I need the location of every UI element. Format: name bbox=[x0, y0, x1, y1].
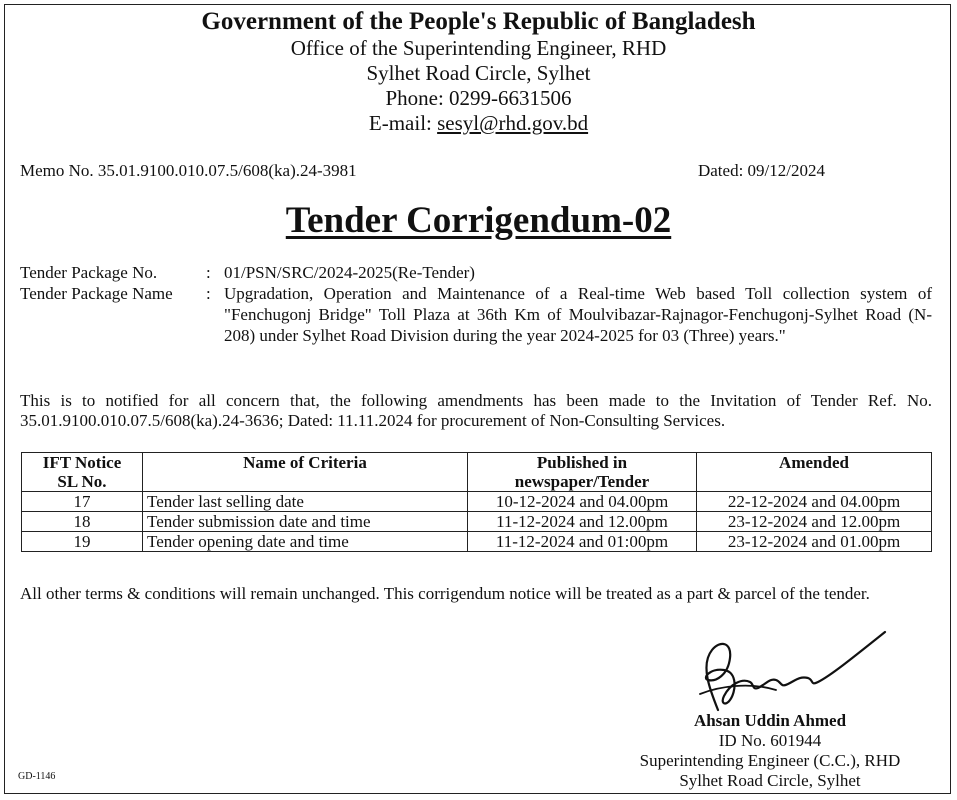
letterhead bbox=[0, 8, 957, 136]
table-row bbox=[22, 512, 932, 532]
cell-criteria: Tender opening date and time bbox=[143, 532, 468, 552]
cell-criteria: Tender submission date and time bbox=[143, 512, 468, 532]
header-amended: Amended bbox=[697, 453, 932, 492]
cell-sl: 19 bbox=[22, 532, 143, 552]
header-sl-line1: IFT Notice bbox=[42, 453, 122, 472]
cell-sl: 18 bbox=[22, 512, 143, 532]
package-no-value: 01/PSN/SRC/2024-2025(Re-Tender) bbox=[224, 263, 475, 282]
header-published-line1: Published in bbox=[536, 453, 628, 472]
amendment-table bbox=[21, 452, 932, 552]
package-info bbox=[20, 262, 932, 346]
package-name-label: Tender Package Name bbox=[20, 284, 173, 303]
header-sl-line2: SL No. bbox=[57, 472, 107, 491]
cell-amended: 22-12-2024 and 04.00pm bbox=[697, 492, 932, 512]
memo-row bbox=[20, 161, 825, 181]
signatory-id: ID No. 601944 bbox=[718, 731, 822, 750]
table-row bbox=[22, 532, 932, 552]
cell-sl: 17 bbox=[22, 492, 143, 512]
phone-line: Phone: 0299-6631506 bbox=[385, 86, 572, 110]
email-line bbox=[0, 111, 957, 136]
document-title bbox=[0, 198, 957, 244]
memo-date: Dated: 09/12/2024 bbox=[697, 161, 825, 180]
header-sl bbox=[22, 453, 143, 492]
memo-number: Memo No. 35.01.9100.010.07.5/608(ka).24-3981 bbox=[20, 161, 357, 180]
circle-name: Sylhet Road Circle, Sylhet bbox=[366, 61, 591, 85]
closing-paragraph: All other terms & conditions will remain unchanged. This corrigendum notice will be treated as a part & parcel of the tender. bbox=[20, 584, 870, 603]
package-no-label: Tender Package No. bbox=[20, 263, 158, 282]
notice-paragraph: This is to notified for all concern that, the following amendments has been made to the Invitation of Tender Ref. No. 35.01.9100.010.07.5/608(ka).24-3636; Dated: 11.11.2024 for procurement of Non-Consulting Services. bbox=[20, 391, 932, 430]
cell-published: 10-12-2024 and 04.00pm bbox=[468, 492, 697, 512]
cell-published: 11-12-2024 and 12.00pm bbox=[468, 512, 697, 532]
signatory-name: Ahsan Uddin Ahmed bbox=[693, 711, 847, 730]
package-no-colon: : bbox=[206, 263, 211, 282]
header-published-line2: newspaper/Tender bbox=[514, 472, 650, 491]
header-criteria: Name of Criteria bbox=[143, 453, 468, 492]
header-published bbox=[468, 453, 697, 492]
package-no-row bbox=[20, 262, 932, 283]
office-name: Office of the Superintending Engineer, RHD bbox=[290, 36, 667, 60]
signature-block bbox=[600, 711, 940, 791]
table-row bbox=[22, 492, 932, 512]
cell-amended: 23-12-2024 and 12.00pm bbox=[697, 512, 932, 532]
signatory-office: Sylhet Road Circle, Sylhet bbox=[679, 771, 861, 790]
signature-scribble bbox=[680, 620, 900, 720]
email-link[interactable]: sesyl@rhd.gov.bd bbox=[437, 111, 589, 135]
government-title: Government of the People's Republic of Bangladesh bbox=[201, 8, 756, 35]
cell-amended: 23-12-2024 and 01.00pm bbox=[697, 532, 932, 552]
cell-published: 11-12-2024 and 01:00pm bbox=[468, 532, 697, 552]
cell-criteria: Tender last selling date bbox=[143, 492, 468, 512]
title-text: Tender Corrigendum-02 bbox=[285, 200, 672, 241]
table-header-row bbox=[22, 453, 932, 492]
email-label: E-mail: bbox=[368, 111, 438, 135]
package-name-colon: : bbox=[206, 284, 211, 303]
signatory-designation: Superintending Engineer (C.C.), RHD bbox=[639, 751, 901, 770]
form-code: GD-1146 bbox=[18, 771, 56, 782]
package-name-row bbox=[20, 283, 932, 346]
package-name-value: Upgradation, Operation and Maintenance of a Real-time Web based Toll collection system of "Fenchugonj Bridge" Toll Plaza at 36th Km of Moulvibazar-Rajnagor-Fenchugonj-Sylhet Road (N-208) under Sylhet Road Division during the year 2024-2025 for 03 (Three) years." bbox=[224, 284, 932, 345]
